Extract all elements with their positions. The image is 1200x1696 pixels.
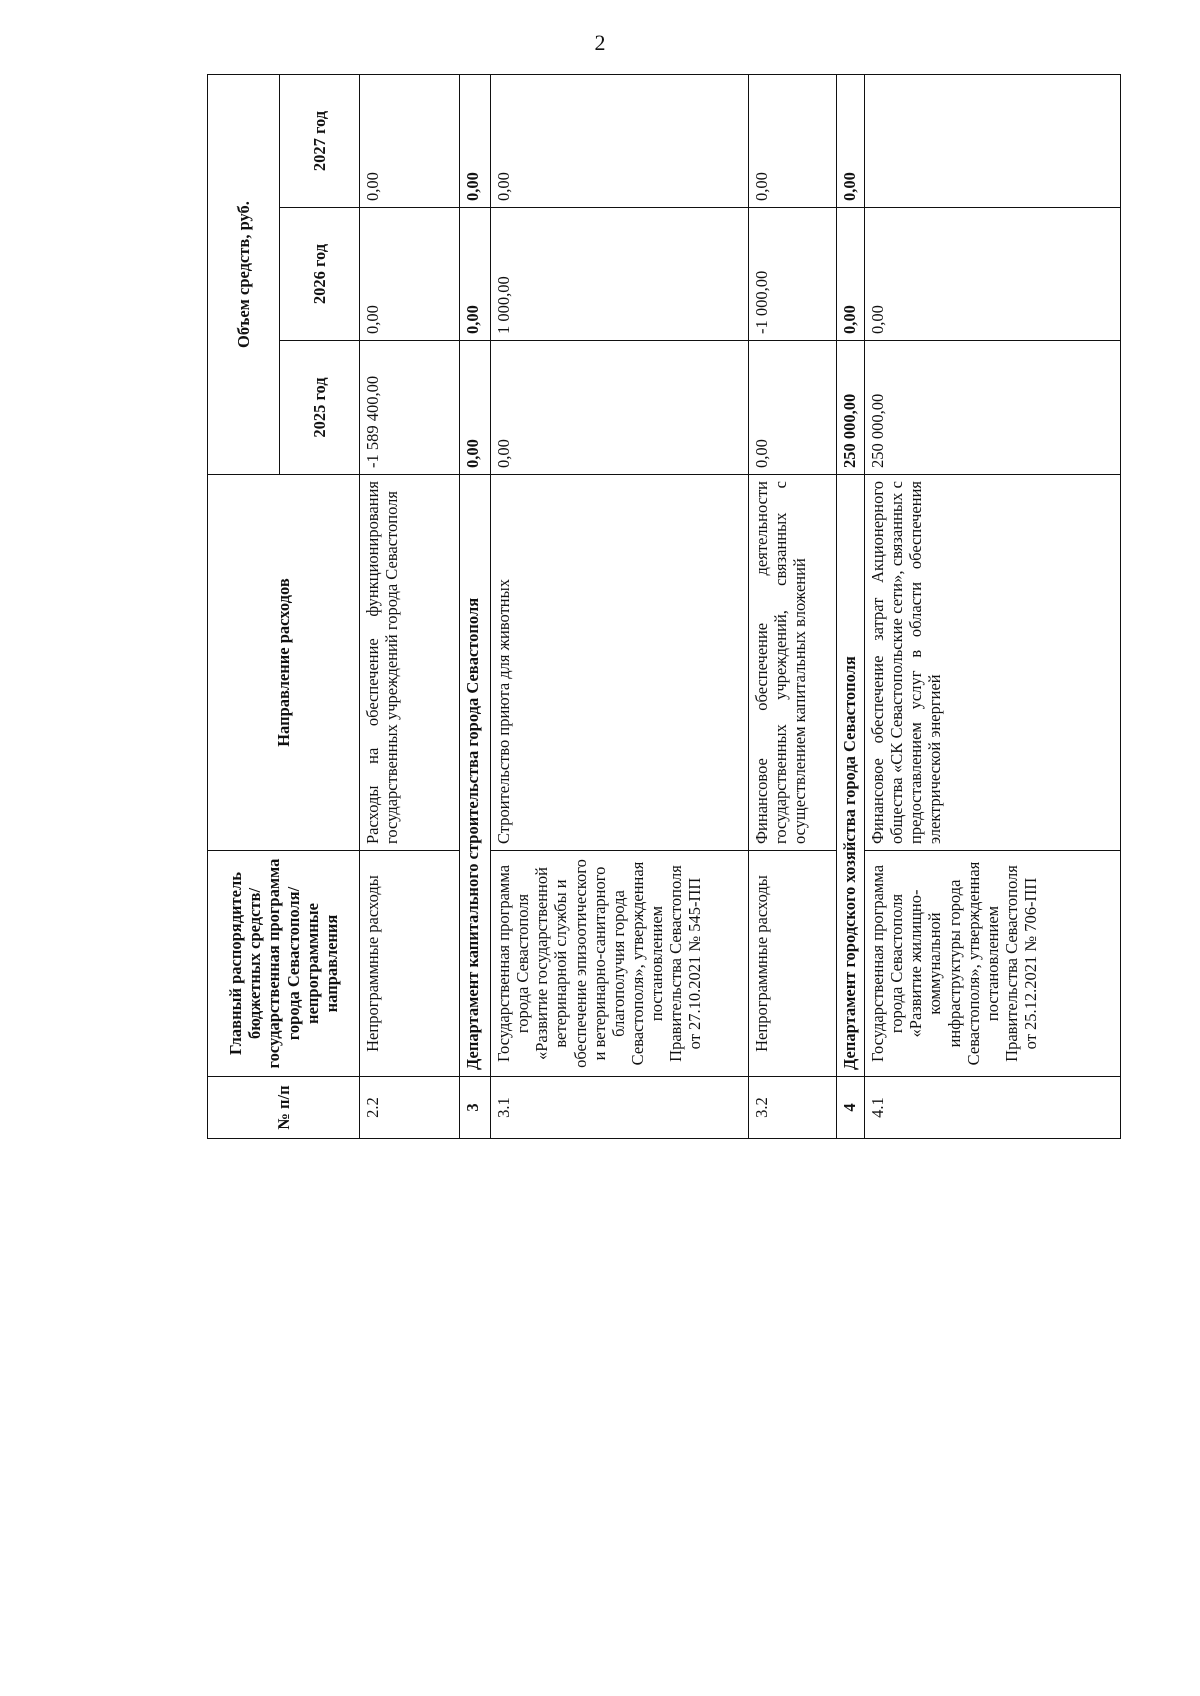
row-value-2027: 0,00 [749, 75, 837, 208]
row-program: Государственная программа города Севастополя «Развитие государственной ветеринарной службы и обеспечение эпизоотического и ветеринарно-санитарного благополучия города Севастополя», утвержденная постановлением Правительства Севастополя от 27.10.2021 № 545-ПП [491, 851, 749, 1077]
row-value-2025: 0,00 [491, 341, 749, 475]
row-number: 3 [460, 1077, 491, 1139]
budget-table [207, 74, 1121, 1139]
row-number: 2.2 [360, 1077, 460, 1139]
header-year-2027: 2027 год [280, 75, 360, 208]
row-value-2025: -1 589 400,00 [360, 341, 460, 475]
department-name: Департамент городского хозяйства города Севастополя [837, 475, 865, 1077]
row-number: 3.1 [491, 1077, 749, 1139]
row-program: Непрограммные расходы [749, 851, 837, 1077]
row-number: 4 [837, 1077, 865, 1139]
table-row [460, 75, 491, 1139]
row-value-2026: 0,00 [360, 208, 460, 341]
page-number: 2 [594, 30, 606, 55]
table-row [491, 75, 749, 1139]
row-value-2026: -1 000,00 [749, 208, 837, 341]
row-program: Государственная программа города Севастополя «Развитие жилищно-коммунальной инфраструктуры города Севастополя», утвержденная постановлением Правительства Севастополя от 25.12.2021 № 706-ПП [865, 851, 1121, 1077]
department-name: Департамент капитального строительства города Севастополя [460, 475, 491, 1077]
table-row [749, 75, 837, 1139]
row-value-2027: 0,00 [491, 75, 749, 208]
header-num: № п/п [208, 1077, 360, 1139]
row-direction: Строительство приюта для животных [491, 475, 749, 851]
row-value-2025: 250 000,00 [837, 341, 865, 475]
row-value-2026: 0,00 [460, 208, 491, 341]
row-direction: Финансовое обеспечение деятельности государственных учреждений, связанных с осуществлением капитальных вложений [749, 475, 837, 851]
table-row [360, 75, 460, 1139]
row-number: 3.2 [749, 1077, 837, 1139]
row-program: Непрограммные расходы [360, 851, 460, 1077]
row-value-2026: 0,00 [865, 208, 1121, 341]
row-number: 4.1 [865, 1077, 1121, 1139]
table-row [837, 75, 865, 1139]
header-volume: Объем средств, руб. [208, 75, 280, 475]
header-year-2026: 2026 год [280, 208, 360, 341]
row-value-2027: 0,00 [360, 75, 460, 208]
row-value-2027: 0,00 [460, 75, 491, 208]
row-value-2025: 0,00 [460, 341, 491, 475]
row-value-2026: 0,00 [837, 208, 865, 341]
header-recipient: Главный распорядитель бюджетных средств/государственная программа города Севастополя/непрограммные направления [208, 851, 360, 1077]
header-year-2025: 2025 год [280, 341, 360, 475]
header-direction: Направление расходов [208, 475, 360, 851]
row-direction: Расходы на обеспечение функционирования государственных учреждений города Севастополя [360, 475, 460, 851]
row-value-2027 [865, 75, 1121, 208]
row-value-2025: 0,00 [749, 341, 837, 475]
row-value-2027: 0,00 [837, 75, 865, 208]
row-direction: Финансовое обеспечение затрат Акционерного общества «СК Севастопольские сети», связанных с предоставлением услуг в области обеспечения электрической энергией [865, 475, 1121, 851]
rotated-table-container [207, 75, 1120, 1139]
table-row [865, 75, 1121, 1139]
row-value-2025: 250 000,00 [865, 341, 1121, 475]
row-value-2026: 1 000,00 [491, 208, 749, 341]
